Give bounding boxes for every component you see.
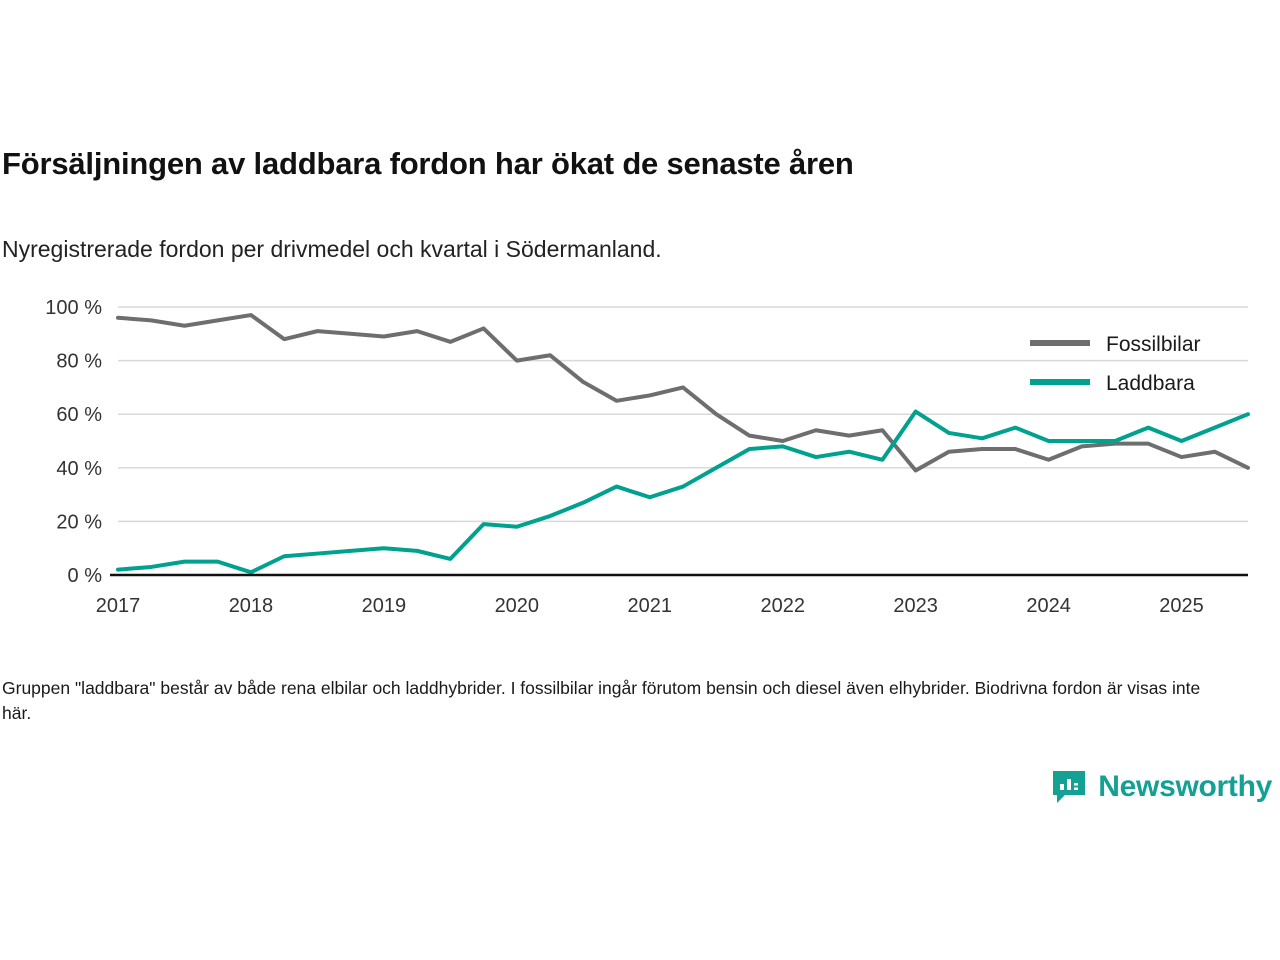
brand-name: Newsworthy [1098, 770, 1272, 803]
series-line [118, 412, 1248, 573]
brand-logo [1050, 768, 1272, 806]
chart-container [0, 285, 1280, 630]
x-tick-label: 2024 [1026, 595, 1071, 617]
y-tick-label: 100 % [45, 297, 102, 319]
x-tick-label: 2022 [760, 595, 805, 617]
y-tick-label: 40 % [56, 457, 102, 480]
x-tick-label: 2025 [1159, 595, 1204, 617]
x-tick-label: 2017 [95, 595, 141, 617]
x-tick-label: 2018 [228, 595, 274, 617]
series-line [118, 315, 1248, 470]
y-axis-tick-labels [45, 297, 102, 587]
page-title: Försäljningen av laddbara fordon har ökat de senaste åren [2, 146, 854, 181]
line-chart [0, 285, 1280, 630]
chart-legend [1030, 333, 1201, 395]
legend-label: Fossilbilar [1106, 333, 1201, 356]
series-lines [118, 315, 1248, 572]
y-tick-label: 0 % [67, 565, 102, 587]
x-tick-label: 2020 [494, 595, 540, 617]
footnote: Gruppen "laddbara" består av både rena elbilar och laddhybrider. I fossilbilar ingår förutom bensin och diesel även elhybrider. Biodrivna fordon är visas inte här. [2, 678, 1201, 724]
bar-chart-bubble-icon [1050, 768, 1088, 806]
page-subtitle: Nyregistrerade fordon per drivmedel och kvartal i Södermanland. [2, 236, 662, 262]
x-tick-label: 2019 [361, 595, 407, 617]
y-tick-label: 20 % [56, 511, 102, 534]
x-axis-tick-labels [96, 595, 1204, 617]
x-tick-label: 2021 [627, 595, 673, 617]
y-tick-label: 80 % [56, 350, 102, 373]
legend-label: Laddbara [1106, 372, 1195, 395]
x-tick-label: 2023 [893, 595, 938, 617]
y-tick-label: 60 % [56, 404, 102, 427]
